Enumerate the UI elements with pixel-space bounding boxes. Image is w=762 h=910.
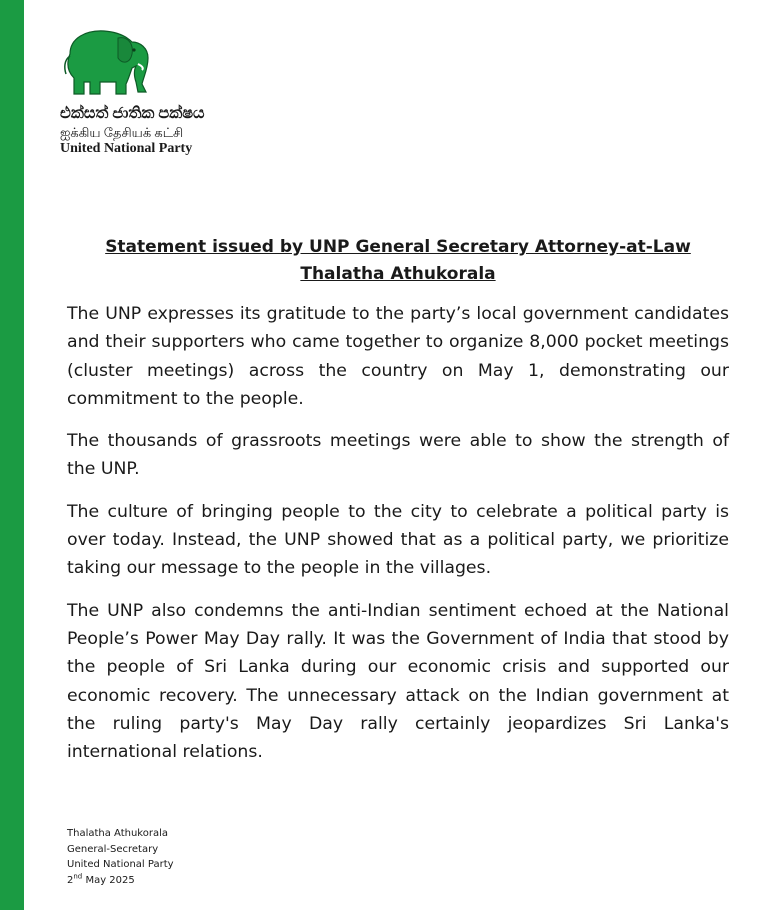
logo-text-english: United National Party: [60, 141, 193, 157]
paragraph-2: The thousands of grassroots meetings were able to show the strength of the UNP.: [67, 431, 729, 480]
paragraph-3: The culture of bringing people to the city to celebrate a political party is over today. Instead, the UNP showed that as a political party, we prioritize taking our message to the people in the villages.: [67, 501, 729, 579]
statement-title: Statement issued by UNP General Secretary Attorney-at-Law Thalatha Athukorala: [105, 237, 691, 284]
signature-party: United National Party: [67, 859, 174, 870]
statement-body: [67, 300, 729, 780]
signature-date: [67, 873, 174, 889]
signature-position: General-Secretary: [67, 843, 159, 855]
paragraph-4: The UNP also condemns the anti-Indian sentiment echoed at the National People’s Power May Day rally. It was the Government of India that stood by the people of Sri Lanka during our economic crisis and supported our economic recovery. The unnecessary attack on the Indian government at the ruling party's May Day rally certainly jeopardizes Sri Lanka's international relations.: [67, 600, 729, 763]
elephant-icon: [60, 24, 152, 98]
signature-block: [67, 826, 174, 888]
date-day: 2: [67, 874, 74, 886]
logo-text-tamil: ஐக்கிய தேசியக் கட்சி: [60, 124, 184, 140]
date-suffix: nd: [73, 872, 83, 881]
date-month-year: May 2025: [82, 874, 135, 886]
paragraph-1: The UNP expresses its gratitude to the party’s local government candidates and their supporters who came together to organize 8,000 pocket meetings (cluster meetings) across the country on May 1, demonstrating our commitment to the people.: [67, 304, 729, 409]
logo-text-sinhala: එක්සත් ජාතික පක්ෂය: [60, 105, 205, 122]
signature-name: Thalatha Athukorala: [67, 828, 169, 839]
party-logo: [60, 24, 220, 157]
green-side-bar: [0, 0, 24, 910]
